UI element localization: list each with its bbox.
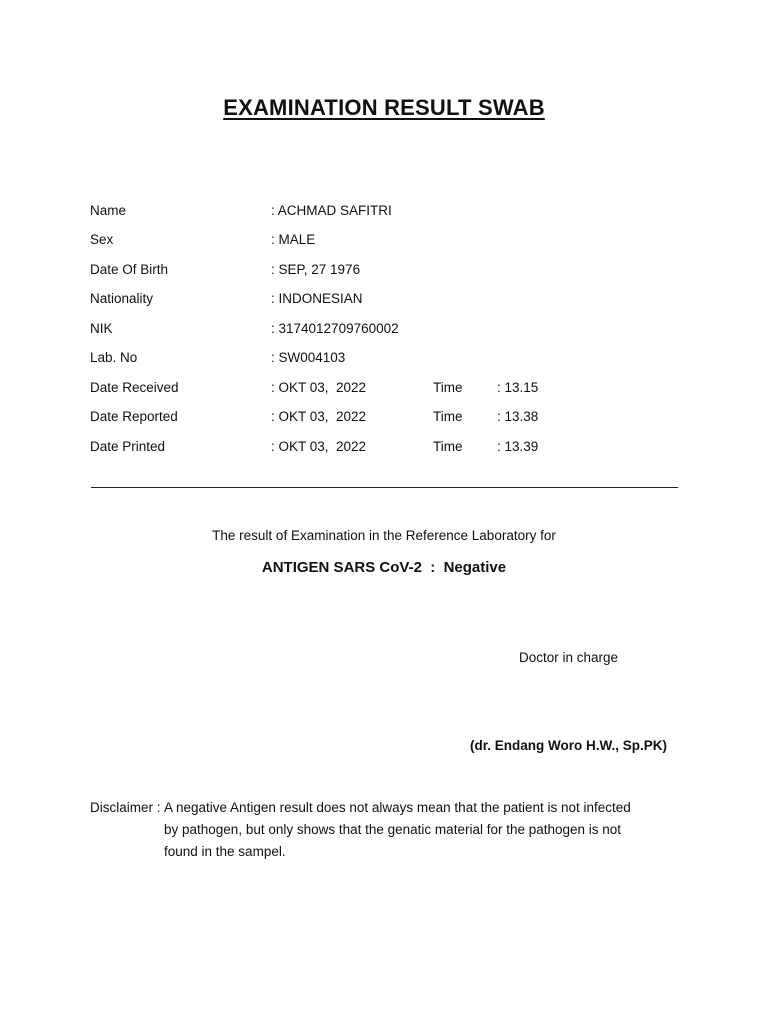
field-row-dob [90,260,690,280]
document-title: EXAMINATION RESULT SWAB [223,95,545,120]
date-received-value: : OKT 03, 2022 [271,380,367,395]
section-divider [91,487,678,488]
sex-label: Sex [90,232,114,247]
field-row-nationality [90,289,690,309]
nik-value: : 3174012709760002 [271,321,399,336]
sex-value: : MALE [271,232,316,247]
field-row-sex [90,230,690,250]
disclaimer-line-2: by pathogen, but only shows that the genatic material for the pathogen is not [164,822,622,837]
disclaimer-label: Disclaimer : [90,800,161,815]
field-row-date-printed [90,437,690,457]
date-printed-label: Date Printed [90,439,166,454]
time-reported-value: : 13.38 [497,409,539,424]
date-printed-value: : OKT 03, 2022 [271,439,367,454]
doctor-name: (dr. Endang Woro H.W., Sp.PK) [470,738,667,753]
nationality-label: Nationality [90,291,154,306]
field-row-nik [90,319,690,339]
field-row-lab-no [90,348,690,368]
name-label: Name [90,203,127,218]
date-received-label: Date Received [90,380,179,395]
nationality-value: : INDONESIAN [271,291,363,306]
date-reported-label: Date Reported [90,409,178,424]
time-printed-label: Time [433,439,463,454]
time-printed-value: : 13.39 [497,439,539,454]
date-reported-value: : OKT 03, 2022 [271,409,367,424]
disclaimer-text [164,797,664,863]
dob-label: Date Of Birth [90,262,169,277]
name-value: : ACHMAD SAFITRI [271,203,392,218]
time-received-label: Time [433,380,463,395]
reference-lab-text: The result of Examination in the Reference Laboratory for [212,528,556,543]
lab-no-label: Lab. No [90,350,138,365]
doctor-in-charge-label: Doctor in charge [519,650,619,665]
field-row-date-reported [90,407,690,427]
time-received-value: : 13.15 [497,380,539,395]
field-row-name [90,201,690,221]
disclaimer-line-1: A negative Antigen result does not always mean that the patient is not infected [164,800,631,815]
nik-label: NIK [90,321,113,336]
disclaimer-line-3: found in the sampel. [164,844,286,859]
dob-value: : SEP, 27 1976 [271,262,361,277]
test-result: ANTIGEN SARS CoV-2 : Negative [261,559,507,576]
lab-no-value: : SW004103 [271,350,346,365]
field-row-date-received [90,378,690,398]
time-reported-label: Time [433,409,463,424]
